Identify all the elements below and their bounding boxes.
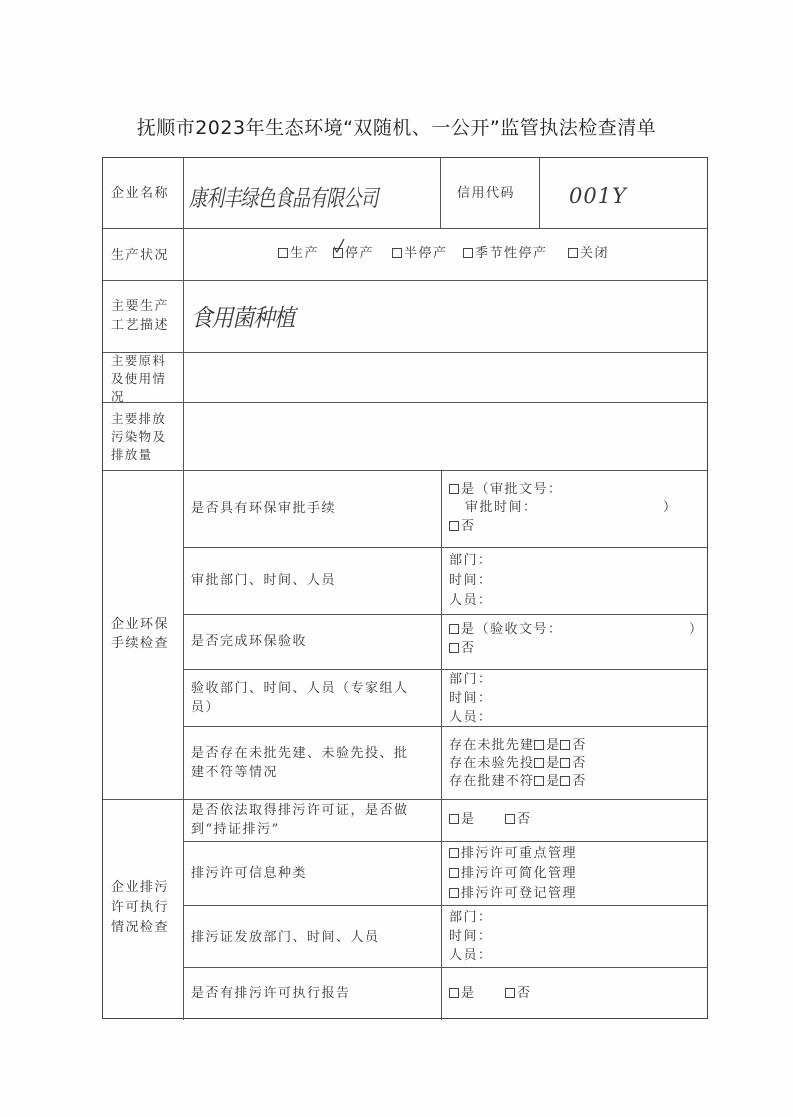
inspection-table <box>102 157 708 1019</box>
permit-section-label: 企业排污 许可执行 情况检查 <box>111 880 170 935</box>
checkbox[interactable] <box>449 484 459 494</box>
violation-unaccepted-operation[interactable]: 存在未验先投 是 否 <box>449 756 587 771</box>
report-question: 是否有排污许可执行报告 <box>191 986 351 1001</box>
checkbox[interactable] <box>278 248 288 258</box>
column-divider <box>539 158 540 228</box>
row-divider <box>103 799 707 800</box>
acceptance-close-paren: ） <box>689 622 704 637</box>
option-stopped[interactable]: 停产 <box>333 244 374 263</box>
row-divider <box>183 547 707 548</box>
column-divider <box>183 280 184 1020</box>
approval-dept-field[interactable]: 部门： 时间： 人员： <box>449 553 493 608</box>
checkbox[interactable] <box>560 740 570 750</box>
permit-dept-field[interactable]: 部门： 时间： 人员： <box>449 910 493 963</box>
checkbox[interactable] <box>534 776 544 786</box>
company-name-label: 企业名称 <box>111 186 170 201</box>
checkbox[interactable] <box>392 248 402 258</box>
checkbox[interactable] <box>560 758 570 768</box>
violation-unapproved-build[interactable]: 存在未批先建 是 否 <box>449 738 587 753</box>
column-divider <box>183 158 184 228</box>
checkbox[interactable] <box>449 888 459 898</box>
production-status-label: 生产状况 <box>111 248 170 263</box>
checkbox[interactable] <box>449 868 459 878</box>
checkbox[interactable] <box>560 776 570 786</box>
checkbox[interactable] <box>534 740 544 750</box>
checkbox[interactable] <box>449 848 459 858</box>
acceptance-no-option[interactable]: 否 <box>449 639 476 658</box>
option-half-stopped[interactable]: 半停产 <box>392 244 448 263</box>
checkbox[interactable] <box>505 988 515 998</box>
permit-type-options[interactable]: 排污许可重点管理 排污许可简化管理 排污许可登记管理 <box>449 844 577 904</box>
acceptance-yes-option[interactable]: 是（验收文号： <box>449 620 563 639</box>
acceptance-question: 是否完成环保验收 <box>191 634 308 649</box>
report-no-option[interactable]: 否 <box>505 984 532 1003</box>
emissions-label: 主要排放 污染物及 排放量 <box>111 411 167 462</box>
checkmark-icon <box>333 238 345 254</box>
checkbox[interactable] <box>463 248 473 258</box>
approval-no-option[interactable]: 否 <box>449 517 476 536</box>
row-divider <box>183 614 707 615</box>
row-divider <box>103 402 707 403</box>
violations-question: 是否存在未批先建、未验先投、批 建不符等情况 <box>191 746 409 780</box>
checkbox[interactable] <box>449 814 459 824</box>
option-producing[interactable]: 生产 <box>278 244 319 263</box>
row-divider <box>183 669 707 670</box>
row-divider <box>183 841 707 842</box>
checkbox[interactable] <box>449 521 459 531</box>
permit-dept-question: 排污证发放部门、时间、人员 <box>191 930 380 945</box>
approval-time-label: 审批时间： <box>465 500 538 515</box>
row-divider <box>103 280 707 281</box>
checkbox[interactable] <box>568 248 578 258</box>
acceptance-dept-field[interactable]: 部门： 时间： 人员： <box>449 672 493 725</box>
permit-question: 是否依法取得排污许可证，是否做 到“持证排污” <box>191 803 409 837</box>
checkbox[interactable] <box>449 624 459 634</box>
checkbox[interactable] <box>534 758 544 768</box>
row-divider <box>183 967 707 968</box>
checkbox[interactable] <box>449 643 459 653</box>
option-seasonal-stop[interactable]: 季节性停产 <box>463 244 548 263</box>
option-closed[interactable]: 关闭 <box>568 244 609 263</box>
violation-mismatch-build[interactable]: 存在批建不符 是 否 <box>449 774 587 789</box>
permit-no-option[interactable]: 否 <box>505 810 532 829</box>
approval-dept-question: 审批部门、时间、人员 <box>191 573 337 588</box>
row-divider <box>103 470 707 471</box>
column-divider <box>440 158 441 228</box>
permit-yes-option[interactable]: 是 <box>449 810 476 829</box>
column-divider <box>183 228 184 280</box>
approval-close-paren: ） <box>663 500 678 515</box>
document-title: 抚顺市2023年生态环境“双随机、一公开”监管执法检查清单 <box>136 117 657 139</box>
approval-question: 是否具有环保审批手续 <box>191 501 337 516</box>
report-yes-option[interactable]: 是 <box>449 984 476 1003</box>
process-value[interactable]: 食用菌种植 <box>191 304 295 332</box>
credit-code-label: 信用代码 <box>457 186 516 201</box>
row-divider <box>183 905 707 906</box>
env-section-label: 企业环保 手续检查 <box>111 617 170 651</box>
permit-type-question: 排污许可信息种类 <box>191 866 308 881</box>
checkbox[interactable] <box>505 814 515 824</box>
company-name-value[interactable]: 康利丰绿色食品有限公司 <box>189 186 378 212</box>
row-divider <box>103 352 707 353</box>
row-divider <box>183 726 707 727</box>
checkbox[interactable] <box>449 988 459 998</box>
row-divider <box>103 228 707 229</box>
approval-yes-option[interactable]: 是（审批文号： <box>449 480 563 499</box>
credit-code-value[interactable]: 001Y <box>569 184 627 208</box>
acceptance-dept-question: 验收部门、时间、人员（专家组人 员） <box>191 681 409 715</box>
column-divider <box>441 470 442 1020</box>
process-label: 主要生产 工艺描述 <box>111 299 170 333</box>
materials-label: 主要原料 及使用情 况 <box>111 353 167 404</box>
